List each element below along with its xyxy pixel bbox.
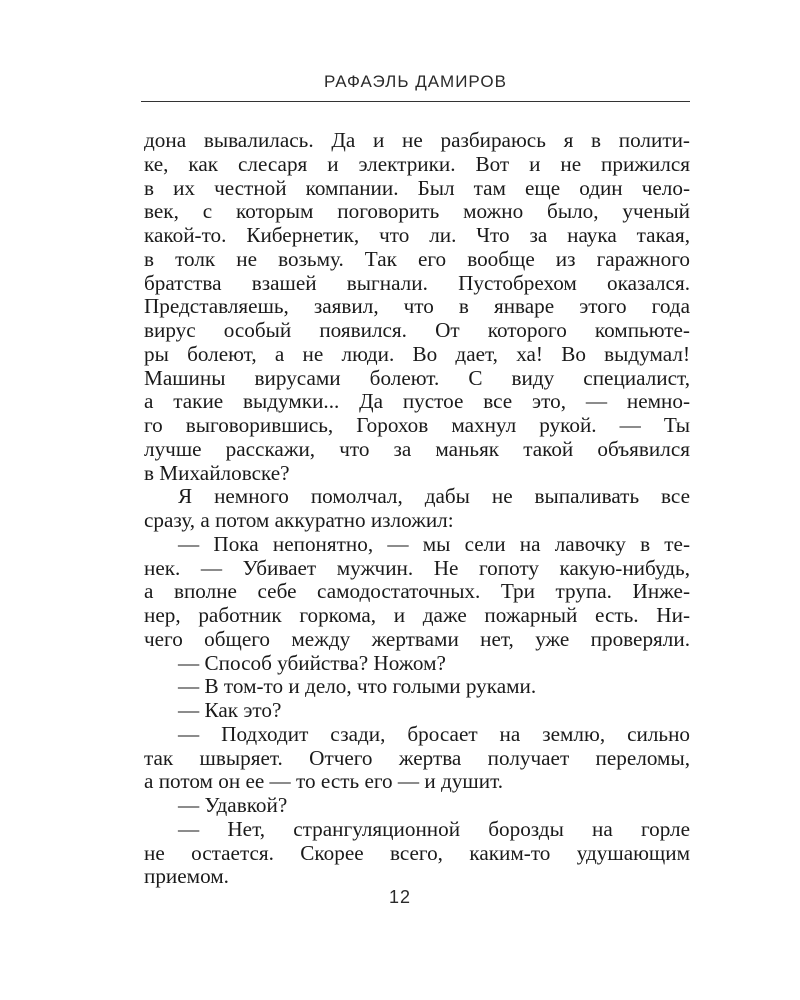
text-line: Я немного помолчал, дабы не выпаливать все xyxy=(178,484,690,509)
text-line: дона вывалилась. Да и не разбираюсь я в полити- xyxy=(144,128,690,152)
text-line: — В том-то и дело, что голыми руками. xyxy=(178,674,537,699)
page-number: 12 xyxy=(388,887,412,907)
text-line: век, с которым поговорить можно было, ученый xyxy=(144,199,690,224)
text-line: братства взашей выгнали. Пустобрехом оказался. xyxy=(144,270,690,295)
text-line: ке, как слесаря и электрики. Вот и не прижился xyxy=(144,151,690,176)
text-line: чего общего между жертвами нет, уже проверяли. xyxy=(144,626,690,651)
text-line: — Подходит сзади, бросает на землю, сильно xyxy=(178,721,690,746)
text-line: ры болеют, а не люди. Во дает, ха! Во выдумал! xyxy=(144,341,690,366)
text-line: — Нет, странгуляционной борозды на горле xyxy=(178,816,690,841)
text-line: а вполне себе самодостаточных. Три трупа. Инже- xyxy=(144,579,690,604)
text-line: в Михайловске? xyxy=(144,460,290,485)
text-line: сразу, а потом аккуратно изложил: xyxy=(144,508,454,532)
text-line: — Способ убийства? Ножом? xyxy=(178,650,446,675)
text-line: а такие выдумки... Да пустое все это, — немно- xyxy=(144,389,690,414)
text-line: — Пока непонятно, — мы сели на лавочку в те- xyxy=(178,531,690,556)
text-line: — Удавкой? xyxy=(178,793,288,817)
text-line: Машины вирусами болеют. С виду специалист, xyxy=(144,365,690,390)
text-line: нер, работник горкома, и даже пожарный есть. Ни- xyxy=(144,603,690,627)
text-line: вирус особый появился. От которого компьюте- xyxy=(144,318,690,342)
text-line: Представляешь, заявил, что в январе этого года xyxy=(144,294,690,319)
text-line: так швыряет. Отчего жертва получает переломы, xyxy=(144,745,690,770)
text-line: — Как это? xyxy=(178,698,282,722)
text-line: нек. — Убивает мужчин. Не гопоту какую-нибудь, xyxy=(144,555,690,580)
text-line: а потом он ее — то есть его — и душит. xyxy=(144,769,504,794)
header-rule xyxy=(141,101,690,102)
body-text xyxy=(144,129,690,889)
text-line: не остается. Скорее всего, каким-то удушающим xyxy=(144,840,690,865)
text-line: лучше расскажи, что за маньяк такой объявился xyxy=(144,436,690,461)
text-line: в их честной компании. Был там еще один чело- xyxy=(144,175,690,200)
text-line: приемом. xyxy=(144,864,229,889)
text-line: какой-то. Кибернетик, что ли. Что за наука такая, xyxy=(144,223,690,247)
text-line: го выговорившись, Горохов махнул рукой. — Ты xyxy=(144,413,690,437)
running-header: РАФАЭЛЬ ДАМИРОВ xyxy=(324,72,507,91)
text-line: в толк не возьму. Так его вообще из гаражного xyxy=(144,246,690,271)
